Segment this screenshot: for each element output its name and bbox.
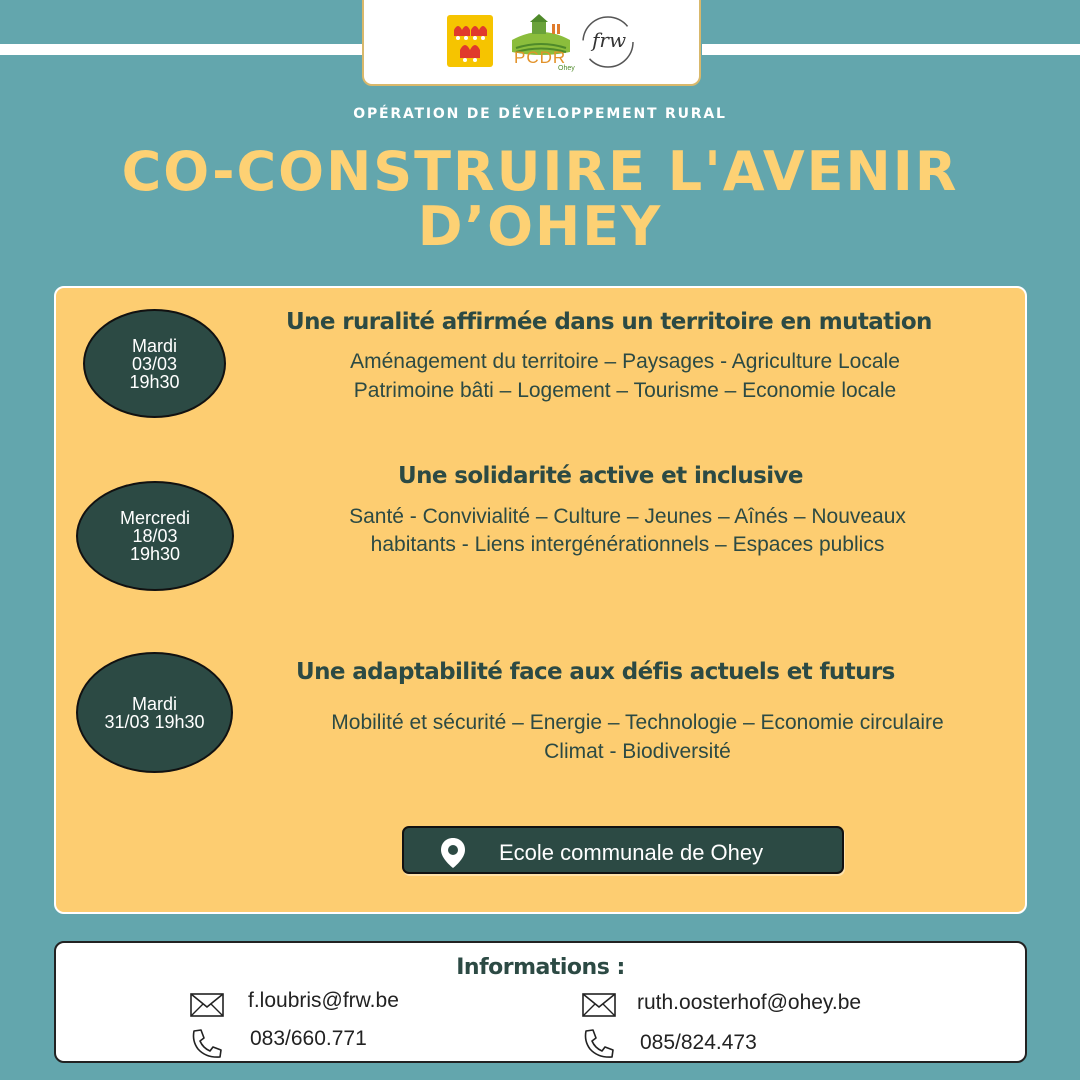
session-date-bubble: [76, 481, 234, 591]
location-label: Ecole communale de Ohey: [499, 840, 764, 865]
contact-phone[interactable]: 083/660.771: [250, 1027, 367, 1050]
session-title: Une solidarité active et inclusive: [398, 463, 803, 489]
session-title: Une adaptabilité face aux défis actuels et futurs: [296, 659, 895, 685]
subtitle: OPÉRATION DE DÉVELOPPEMENT RURAL: [353, 106, 727, 122]
envelope-icon: [190, 993, 224, 1017]
session-topics-line: Mobilité et sécurité – Energie – Technologie – Economie circulaire: [331, 711, 944, 734]
ohey-coat-of-arms-logo: [446, 14, 494, 68]
session-topics-line: Patrimoine bâti – Logement – Tourisme – Economie locale: [353, 379, 897, 402]
session-date-bubble: [76, 652, 233, 773]
session-topics-line: Climat - Biodiversité: [544, 740, 731, 763]
session-time: 19h30: [129, 544, 181, 564]
main-title-line-1: CO-CONSTRUIRE L'AVENIR: [121, 140, 959, 203]
session-day: Mercredi: [119, 508, 190, 528]
location-badge: [402, 826, 844, 874]
session-day: Mardi: [131, 693, 177, 714]
map-pin-icon: [440, 837, 466, 869]
contact-phone[interactable]: 085/824.473: [640, 1031, 757, 1054]
pcdr-logo-subtext: Ohey: [558, 65, 575, 72]
frw-logo-text: frw: [592, 28, 627, 52]
top-divider-right: [702, 44, 1080, 55]
session-date-bubble: [83, 309, 226, 418]
contact-email[interactable]: ruth.oosterhof@ohey.be: [637, 991, 862, 1014]
phone-icon: [582, 1027, 616, 1061]
session-date: 18/03: [132, 526, 178, 546]
top-divider-left: [0, 44, 400, 55]
phone-icon: [190, 1027, 224, 1061]
main-title-line-2: D’OHEY: [417, 195, 663, 258]
session-date: 31/03 19h30: [104, 711, 205, 732]
session-topics-line: Santé - Convivialité – Culture – Jeunes – Aînés – Nouveaux: [349, 505, 906, 528]
logo-banner: [362, 0, 701, 86]
information-box: [54, 941, 1027, 1063]
session-title: Une ruralité affirmée dans un territoire en mutation: [286, 309, 932, 335]
envelope-icon: [582, 993, 616, 1017]
session-date: 03/03: [131, 353, 178, 374]
pcdr-logo-text: PCDR: [514, 48, 567, 67]
session-time: 19h30: [129, 371, 180, 392]
session-topics-line: habitants - Liens intergénérationnels – Espaces publics: [370, 533, 885, 556]
session-day: Mardi: [131, 335, 177, 356]
session-topics-line: Aménagement du territoire – Paysages - Agriculture Locale: [350, 350, 900, 373]
contact-email[interactable]: f.loubris@frw.be: [248, 989, 399, 1012]
information-title: Informations :: [456, 955, 625, 980]
